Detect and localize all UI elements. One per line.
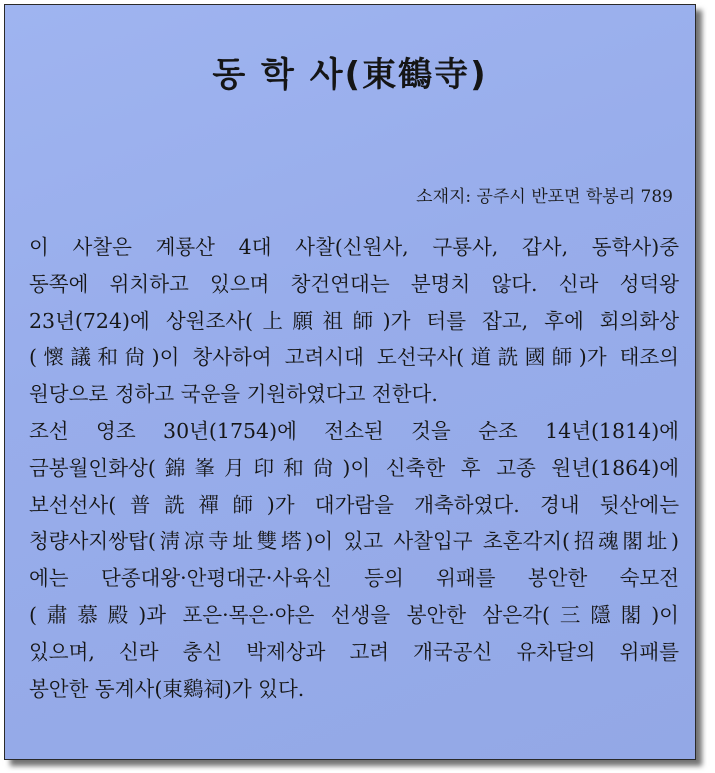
sign-body xyxy=(29,229,679,707)
text-line: 보선선사(普詵禪師)가 대가람을 개축하였다. 경내 뒷산에는 xyxy=(29,492,679,517)
text-line: 금봉월인화상(錦峯月印和尙)이 신축한 후 고종 원년(1864)에 xyxy=(29,455,679,480)
text-line: 조선 영조 30년(1754)에 전소된 것을 순조 14년(1814)에 xyxy=(29,418,679,443)
text-line: 이 사찰은 계룡산 4대 사찰(신원사, 구룡사, 갑사, 동학사)중 xyxy=(29,235,679,259)
text-line: 봉안한 동계사(東鷄祠)가 있다. xyxy=(29,676,305,701)
text-line: 에는 단종대왕·안평대군·사육신 등의 위패를 봉안한 숙모전 xyxy=(29,566,679,591)
text-line: 원당으로 정하고 국운을 기원하였다고 전한다. xyxy=(29,382,438,407)
text-line: 동쪽에 위치하고 있으며 창건연대는 분명치 않다. 신라 성덕왕 xyxy=(29,271,679,296)
sign-address: 소재지: 공주시 반포면 학봉리 789 xyxy=(416,187,673,207)
text-line: 23년(724)에 상원조사(上願祖師)가 터를 잡고, 후에 회의화상 xyxy=(29,308,679,333)
sign-title: 동 학 사(東鶴寺) xyxy=(212,55,488,95)
text-line: (懷議和尙)이 창사하여 고려시대 도선국사(道詵國師)가 태조의 xyxy=(29,345,679,370)
text-line: 있으며, 신라 충신 박제상과 고려 개국공신 유차달의 위패를 xyxy=(29,639,679,664)
text-line: (肅慕殿)과 포은·목은·야은 선생을 봉안한 삼은각(三隱閣)이 xyxy=(29,602,679,627)
signboard xyxy=(4,4,696,760)
text-line: 청량사지쌍탑(淸凉寺址雙塔)이 있고 사찰입구 초혼각지(招魂閣址) xyxy=(29,529,679,554)
